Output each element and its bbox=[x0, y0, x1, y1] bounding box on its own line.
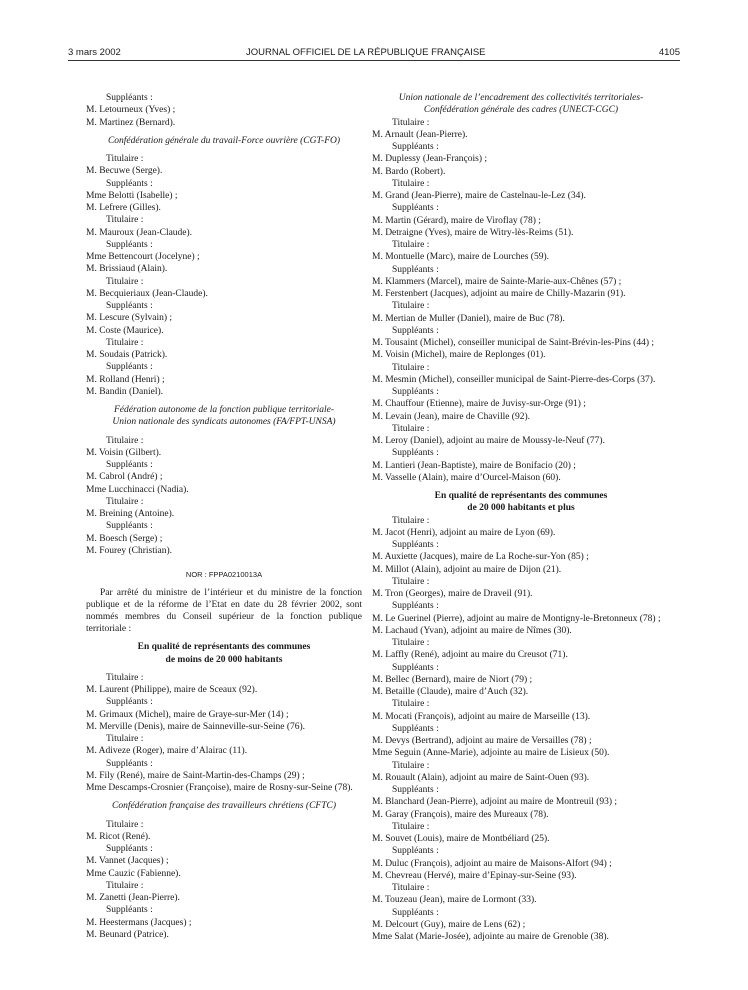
list-block bbox=[86, 153, 362, 398]
member-entry: M. Touzeau (Jean), maire de Lormont (33). bbox=[372, 895, 537, 906]
role-label: Suppléants : bbox=[106, 93, 153, 103]
role-label: Suppléants : bbox=[392, 846, 439, 857]
role-label: Suppléants : bbox=[392, 142, 439, 152]
role-label: Titulaire : bbox=[392, 301, 430, 312]
role-label: Titulaire : bbox=[392, 699, 430, 710]
member-entry: M. Chevreau (Hervé), maire d’Epinay-sur-Seine (93). bbox=[372, 870, 577, 881]
list-block bbox=[86, 819, 362, 942]
member-entry: Mme Belotti (Isabelle) ; bbox=[86, 190, 178, 201]
member-entry: M. Adiveze (Roger), maire d’Alairac (11). bbox=[86, 746, 248, 757]
left-column bbox=[86, 92, 362, 941]
section-title-fa-line2: Union nationale des syndicats autonomes (FA/FPT-UNSA) bbox=[112, 417, 336, 428]
role-label: Titulaire : bbox=[106, 276, 144, 287]
role-label: Suppléants : bbox=[106, 697, 153, 708]
role-label: Suppléants : bbox=[392, 387, 439, 397]
role-label: Suppléants : bbox=[392, 325, 439, 336]
role-label: Titulaire : bbox=[392, 576, 430, 587]
member-entry: M. Coste (Maurice). bbox=[86, 325, 164, 336]
member-entry: M. Grand (Jean-Pierre), maire de Castelnau-le-Lez (34). bbox=[372, 191, 586, 201]
member-entry: M. Delcourt (Guy), maire de Lens (62) ; bbox=[372, 919, 526, 930]
member-entry: M. Becuwe (Serge). bbox=[86, 166, 163, 177]
member-entry: M. Mertian de Muller (Daniel), maire de Buc (78). bbox=[372, 313, 565, 324]
member-entry: M. Mesmin (Michel), conseiller municipal de Saint-Pierre-des-Corps (37). bbox=[372, 374, 656, 385]
member-entry: M. Souvet (Louis), maire de Montbéliard (25). bbox=[372, 834, 550, 844]
member-entry: M. Brissiaud (Alain). bbox=[86, 264, 168, 275]
member-entry: M. Duplessy (Jean-François) ; bbox=[372, 154, 488, 165]
role-label: Titulaire : bbox=[106, 215, 144, 226]
member-entry: M. Millot (Alain), adjoint au maire de Dijon (21). bbox=[372, 564, 562, 575]
member-entry: M. Grimaux (Michel), maire de Graye-sur-Mer (14) ; bbox=[86, 709, 289, 720]
member-entry: M. Bellec (Bernard), maire de Niort (79) ; bbox=[372, 674, 533, 685]
member-entry: M. Lescure (Sylvain) ; bbox=[86, 313, 173, 324]
member-entry: M. Mauroux (Jean-Claude). bbox=[86, 227, 193, 238]
member-entry: M. Jacot (Henri), adjoint au maire de Lyon (69). bbox=[372, 527, 556, 538]
member-entry: M. Duluc (François), adjoint au maire de Maisons-Alfort (94) ; bbox=[372, 858, 612, 869]
member-entry: M. Fourey (Christian). bbox=[86, 545, 173, 556]
role-label: Suppléants : bbox=[106, 362, 153, 373]
section-title-cgtfo: Confédération générale du travail-Force ouvrière (CGT-FO) bbox=[107, 135, 341, 146]
member-entry: M. Leroy (Daniel), adjoint au maire de Moussy-le-Neuf (77). bbox=[372, 436, 605, 446]
section-title-cftc: Confédération française des travailleurs chrétiens (CFTC) bbox=[111, 801, 337, 812]
role-label: Titulaire : bbox=[106, 496, 144, 507]
section-title-plus-line1: En qualité de représentants des communes bbox=[434, 491, 608, 501]
role-label: Titulaire : bbox=[106, 337, 144, 348]
role-label: Titulaire : bbox=[392, 883, 430, 893]
member-entry: M. Soudais (Patrick). bbox=[86, 350, 168, 360]
member-entry: M. Betaille (Claude), maire d’Auch (32). bbox=[372, 687, 529, 697]
role-label: Suppléants : bbox=[392, 662, 439, 673]
member-entry: M. Chauffour (Etienne), maire de Juvisy-sur-Orge (91) ; bbox=[372, 399, 586, 410]
role-label: Suppléants : bbox=[106, 758, 153, 769]
member-entry: M. Heestermans (Jacques) ; bbox=[86, 917, 192, 928]
member-entry: M. Ferstenbert (Jacques), adjoint au maire de Chilly-Mazarin (91). bbox=[372, 289, 626, 299]
page-header bbox=[0, 0, 748, 60]
header-date: 3 mars 2002 bbox=[68, 47, 121, 58]
member-entry: M. Le Guerinel (Pierre), adjoint au maire de Montigny-le-Bretonneux (78) ; bbox=[372, 613, 661, 624]
member-entry: M. Bandin (Daniel). bbox=[86, 386, 164, 397]
role-label: Titulaire : bbox=[392, 178, 430, 189]
member-entry: Mme Descamps-Crosnier (Françoise), maire de Rosny-sur-Seine (78). bbox=[86, 783, 353, 793]
role-label: Titulaire : bbox=[106, 154, 144, 164]
member-entry: M. Bardo (Robert). bbox=[372, 166, 446, 177]
section-title-moins-line2: de moins de 20 000 habitants bbox=[165, 654, 283, 665]
role-label: Suppléants : bbox=[106, 178, 153, 189]
member-entry: M. Fily (René), maire de Saint-Martin-des-Champs (29) ; bbox=[86, 770, 305, 781]
member-entry: Mme Salat (Marie-Josée), adjointe au maire de Grenoble (38). bbox=[372, 932, 609, 942]
list-block bbox=[372, 117, 670, 485]
list-block bbox=[86, 92, 362, 129]
member-entry: M. Cabrol (André) ; bbox=[86, 472, 163, 483]
member-entry: M. Merville (Denis), maire de Sainneville-sur-Seine (76). bbox=[86, 721, 306, 732]
role-label: Titulaire : bbox=[392, 821, 430, 832]
role-label: Suppléants : bbox=[106, 460, 153, 470]
member-entry: M. Martin (Gérard), maire de Viroflay (78) ; bbox=[372, 215, 541, 226]
role-label: Suppléants : bbox=[392, 448, 439, 459]
role-label: Suppléants : bbox=[392, 785, 439, 795]
section-title-unect-line2: Confédération générale des cadres (UNECT-CGC) bbox=[423, 105, 619, 116]
role-label: Titulaire : bbox=[106, 435, 144, 446]
role-label: Suppléants : bbox=[106, 301, 153, 311]
member-entry: Mme Seguin (Anne-Marie), adjointe au maire de Lisieux (50). bbox=[372, 748, 610, 759]
member-entry: M. Arnault (Jean-Pierre). bbox=[372, 129, 468, 140]
role-label: Titulaire : bbox=[106, 672, 144, 683]
role-label: Titulaire : bbox=[392, 117, 430, 128]
member-entry: M. Boesch (Serge) ; bbox=[86, 533, 163, 544]
role-label: Suppléants : bbox=[392, 264, 439, 275]
member-entry: M. Laffly (René), adjoint au maire du Creusot (71). bbox=[372, 650, 568, 661]
member-entry: M. Beunard (Patrice). bbox=[86, 929, 169, 940]
member-entry: M. Voisin (Gilbert). bbox=[86, 447, 162, 458]
role-label: Titulaire : bbox=[106, 819, 144, 830]
member-entry: M. Blanchard (Jean-Pierre), adjoint au maire de Montreuil (93) ; bbox=[372, 797, 618, 808]
role-label: Titulaire : bbox=[392, 515, 430, 526]
member-entry: Mme Lucchinacci (Nadia). bbox=[86, 484, 189, 495]
member-entry: Mme Bettencourt (Jocelyne) ; bbox=[86, 252, 200, 262]
header-title: JOURNAL OFFICIEL DE LA RÉPUBLIQUE FRANÇAISE bbox=[246, 47, 486, 58]
member-entry: M. Montuelle (Marc), maire de Lourches (59). bbox=[372, 252, 550, 263]
role-label: Titulaire : bbox=[392, 423, 430, 434]
member-entry: M. Lachaud (Yvan), adjoint au maire de Nîmes (30). bbox=[372, 625, 572, 636]
member-entry: M. Lefrere (Gilles). bbox=[86, 203, 161, 213]
member-entry: Mme Cauzic (Fabienne). bbox=[86, 868, 181, 879]
section-title-fa-line1: Fédération autonome de la fonction publique territoriale- bbox=[113, 405, 335, 415]
member-entry: M. Vannet (Jacques) ; bbox=[86, 856, 169, 867]
role-label: Titulaire : bbox=[106, 880, 144, 891]
nor-reference: NOR : FPPA0210013A bbox=[185, 570, 263, 579]
member-entry: M. Garay (François), maire des Mureaux (78). bbox=[372, 809, 549, 820]
role-label: Titulaire : bbox=[392, 638, 430, 648]
role-label: Suppléants : bbox=[392, 723, 439, 734]
member-entry: M. Detraigne (Yves), maire de Witry-lès-Reims (51). bbox=[372, 227, 574, 238]
member-entry: M. Breining (Antoine). bbox=[86, 509, 175, 519]
role-label: Suppléants : bbox=[106, 844, 153, 854]
member-entry: M. Auxiette (Jacques), maire de La Roche-sur-Yon (85) ; bbox=[372, 552, 589, 563]
role-label: Suppléants : bbox=[106, 905, 153, 916]
role-label: Suppléants : bbox=[392, 601, 439, 612]
header-page-number: 4105 bbox=[658, 47, 680, 58]
member-entry: M. Becquieriaux (Jean-Claude). bbox=[86, 288, 208, 299]
member-entry: M. Tron (Georges), maire de Draveil (91). bbox=[372, 589, 533, 599]
list-block bbox=[372, 515, 670, 944]
role-label: Titulaire : bbox=[392, 240, 430, 250]
member-entry: M. Lantieri (Jean-Baptiste), maire de Bonifacio (20) ; bbox=[372, 460, 576, 471]
member-entry: M. Rolland (Henri) ; bbox=[86, 374, 165, 385]
role-label: Suppléants : bbox=[106, 239, 153, 250]
member-entry: M. Voisin (Michel), maire de Replonges (01). bbox=[372, 350, 546, 361]
list-block bbox=[86, 435, 362, 558]
member-entry: M. Tousaint (Michel), conseiller municipal de Saint-Brévin-les-Pins (44) ; bbox=[372, 338, 654, 348]
member-entry: M. Mocati (François), adjoint au maire de Marseille (13). bbox=[372, 711, 591, 722]
header-rule bbox=[68, 60, 680, 61]
list-block bbox=[86, 672, 362, 795]
member-entry: M. Rouault (Alain), adjoint au maire de Saint-Ouen (93). bbox=[372, 772, 590, 783]
decree-paragraph: Par arrêté du ministre de l’intérieur et du ministre de la fonction publique et de la réforme de l’Etat en date du 28 février 2002, sont nommés membres du Conseil supérieur de la fonction publique territoriale : bbox=[86, 588, 362, 635]
role-label: Suppléants : bbox=[106, 521, 153, 532]
member-entry: M. Martinez (Bernard). bbox=[86, 117, 176, 128]
section-title-plus-line2: de 20 000 habitants et plus bbox=[467, 503, 575, 514]
member-entry: M. Letourneux (Yves) ; bbox=[86, 105, 176, 116]
section-title-unect-line1: Union nationale de l’encadrement des collectivités territoriales- bbox=[398, 93, 644, 103]
member-entry: M. Laurent (Philippe), maire de Sceaux (92). bbox=[86, 685, 258, 695]
right-column bbox=[372, 92, 670, 943]
member-entry: M. Zanetti (Jean-Pierre). bbox=[86, 893, 180, 903]
role-label: Titulaire : bbox=[106, 734, 144, 744]
member-entry: M. Ricot (René). bbox=[86, 831, 151, 842]
role-label: Titulaire : bbox=[392, 362, 430, 373]
role-label: Titulaire : bbox=[392, 760, 430, 771]
member-entry: M. Levain (Jean), maire de Chaville (92). bbox=[372, 411, 531, 422]
member-entry: M. Vasselle (Alain), maire d’Ourcel-Maison (60). bbox=[372, 472, 561, 483]
role-label: Suppléants : bbox=[392, 203, 439, 214]
role-label: Suppléants : bbox=[392, 540, 439, 550]
section-title-moins-line1: En qualité de représentants des communes bbox=[137, 642, 311, 653]
member-entry: M. Devys (Bertrand), adjoint au maire de Versailles (78) ; bbox=[372, 736, 592, 746]
role-label: Suppléants : bbox=[392, 907, 439, 918]
member-entry: M. Klammers (Marcel), maire de Sainte-Marie-aux-Chênes (57) ; bbox=[372, 276, 622, 287]
